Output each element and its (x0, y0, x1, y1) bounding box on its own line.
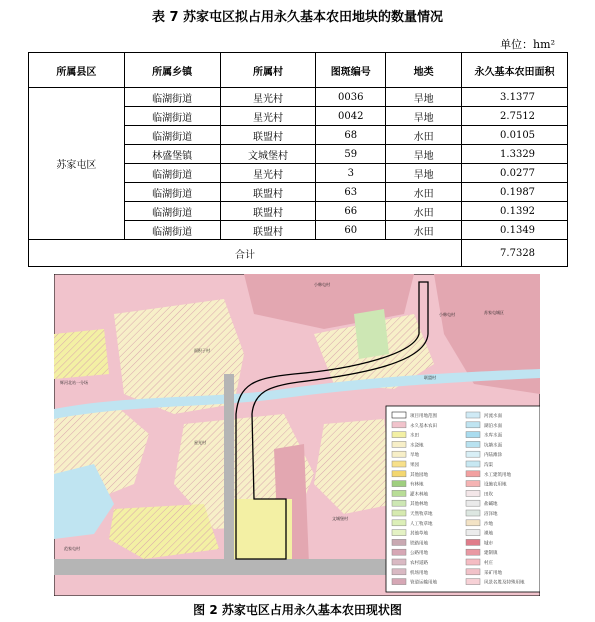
legend-label: 沟渠 (484, 463, 493, 468)
type-cell: 旱地 (386, 145, 462, 164)
legend-label: 其他园地 (410, 472, 428, 478)
legend-label: 人工牧草地 (410, 521, 433, 527)
village-cell: 联盟村 (220, 221, 316, 240)
legend-label: 公路用地 (410, 551, 428, 557)
legend-swatch (392, 412, 406, 418)
place-label: 星光村 (194, 440, 206, 445)
legend-swatch (392, 432, 406, 438)
legend-label: 采矿用地 (484, 570, 502, 576)
place-label: 苏家屯城区 (484, 310, 504, 315)
legend-swatch (392, 539, 406, 545)
legend-label: 旱地 (410, 453, 419, 459)
legend-label: 水田 (410, 433, 419, 439)
legend-label: 水库水面 (484, 433, 502, 439)
legend-label: 铁路用地 (410, 541, 428, 547)
id-cell: 59 (316, 145, 386, 164)
legend-label: 天然牧草地 (410, 512, 433, 517)
legend-swatch (392, 559, 406, 565)
legend-label: 水浇地 (410, 443, 424, 449)
header-cell: 永久基本农田面积 (462, 53, 568, 88)
id-cell: 0042 (316, 107, 386, 126)
table-row (29, 88, 568, 107)
id-cell: 63 (316, 183, 386, 202)
legend-label: 城市 (484, 541, 493, 547)
area-cell: 0.1349 (462, 221, 568, 240)
town-cell: 临湖街道 (124, 88, 220, 107)
legend-label: 永久基本农田 (410, 423, 437, 429)
village-cell: 星光村 (220, 107, 316, 126)
area-cell: 2.7512 (462, 107, 568, 126)
header-cell: 图斑编号 (316, 53, 386, 88)
legend-label: 内陆滩涂 (484, 453, 502, 459)
legend-swatch (392, 471, 406, 477)
legend-swatch (466, 559, 480, 565)
legend-swatch (392, 530, 406, 536)
place-label: 小韩屯村 (439, 312, 455, 317)
legend-swatch (466, 451, 480, 457)
legend-label: 湖泊水面 (484, 423, 502, 429)
legend-label: 项目用地范围 (410, 414, 437, 419)
farmland-table (28, 52, 568, 267)
total-row (29, 240, 568, 267)
type-cell: 水田 (386, 183, 462, 202)
land-use-map (54, 274, 540, 596)
legend-label: 设施农用地 (484, 482, 507, 488)
legend-label: 水工建筑用地 (484, 472, 511, 478)
area-cell: 0.1987 (462, 183, 568, 202)
type-cell: 水田 (386, 126, 462, 145)
legend-swatch (466, 579, 480, 585)
map-legend (386, 406, 540, 592)
id-cell: 68 (316, 126, 386, 145)
place-label: 辉河北站一分场 (60, 380, 88, 385)
district-cell: 苏家屯区 (29, 88, 125, 240)
id-cell: 66 (316, 202, 386, 221)
legend-swatch (466, 471, 480, 477)
village-cell: 联盟村 (220, 183, 316, 202)
legend-label: 坑塘水面 (484, 443, 502, 449)
legend-label: 田坎 (484, 492, 493, 498)
legend-label: 有林地 (410, 482, 424, 488)
type-cell: 水田 (386, 202, 462, 221)
legend-label: 机场用地 (410, 570, 428, 576)
legend-label: 其他草地 (410, 531, 428, 537)
legend-swatch (466, 432, 480, 438)
town-cell: 临湖街道 (124, 107, 220, 126)
legend-swatch (466, 549, 480, 555)
table-title: 表 7 苏家屯区拟占用永久基本农田地块的数量情况 (151, 10, 444, 25)
unit-label: 单位：hm² (500, 38, 555, 51)
town-cell: 临湖街道 (124, 183, 220, 202)
area-cell: 0.1392 (462, 202, 568, 221)
type-cell: 水田 (386, 221, 462, 240)
id-cell: 60 (316, 221, 386, 240)
town-cell: 临湖街道 (124, 164, 220, 183)
legend-swatch (392, 579, 406, 585)
legend-swatch (466, 422, 480, 428)
id-cell: 3 (316, 164, 386, 183)
legend-label: 风景名胜及特殊用地 (484, 580, 525, 586)
type-cell: 旱地 (386, 88, 462, 107)
legend-swatch (392, 549, 406, 555)
legend-swatch (466, 412, 480, 418)
town-cell: 林盛堡镇 (124, 145, 220, 164)
legend-swatch (466, 569, 480, 575)
rail-spur (224, 374, 234, 564)
area-cell: 0.0105 (462, 126, 568, 145)
town-cell: 临湖街道 (124, 126, 220, 145)
village-cell: 文城堡村 (220, 145, 316, 164)
id-cell: 0036 (316, 88, 386, 107)
legend-swatch (392, 481, 406, 487)
header-cell: 所属乡镇 (124, 53, 220, 88)
legend-swatch (466, 520, 480, 526)
village-cell: 联盟村 (220, 202, 316, 221)
map-caption: 图 2 苏家屯区占用永久基本农田现状图 (193, 603, 402, 617)
legend-label: 裸地 (484, 531, 493, 537)
legend-swatch (392, 520, 406, 526)
place-label: 面积子村 (194, 348, 210, 353)
legend-swatch (466, 530, 480, 536)
total-value: 7.7328 (462, 240, 568, 267)
legend-label: 果园 (410, 463, 419, 468)
place-label: 范家屯村 (64, 546, 80, 551)
legend-swatch (392, 500, 406, 506)
legend-swatch (466, 500, 480, 506)
area-cell: 3.1377 (462, 88, 568, 107)
legend-label: 其他林地 (410, 502, 428, 508)
forest-area (354, 309, 389, 359)
place-label: 小韩屯村 (314, 282, 330, 287)
place-label: 联盟村 (424, 375, 436, 380)
legend-label: 灌木林地 (410, 492, 428, 498)
legend-label: 建制镇 (484, 551, 498, 557)
legend-swatch (466, 510, 480, 516)
legend-label: 沼泽地 (484, 512, 498, 517)
legend-swatch (466, 481, 480, 487)
legend-swatch (392, 451, 406, 457)
village-cell: 联盟村 (220, 126, 316, 145)
type-cell: 旱地 (386, 164, 462, 183)
legend-swatch (392, 461, 406, 467)
header-cell: 地类 (386, 53, 462, 88)
legend-swatch (392, 422, 406, 428)
total-label: 合计 (29, 240, 462, 267)
legend-swatch (392, 490, 406, 496)
legend-swatch (392, 569, 406, 575)
paddy-block (234, 499, 292, 559)
area-cell: 1.3329 (462, 145, 568, 164)
legend-swatch (466, 490, 480, 496)
place-label: 文城堡村 (332, 516, 348, 521)
legend-swatch (466, 539, 480, 545)
legend-label: 农村道路 (410, 561, 428, 566)
legend-swatch (466, 461, 480, 467)
town-cell: 临湖街道 (124, 221, 220, 240)
area-cell: 0.0277 (462, 164, 568, 183)
legend-swatch (392, 510, 406, 516)
header-cell: 所属县区 (29, 53, 125, 88)
table-header-row (29, 53, 568, 88)
town-cell: 临湖街道 (124, 202, 220, 221)
header-cell: 所属村 (220, 53, 316, 88)
legend-label: 沙地 (484, 521, 493, 527)
legend-label: 盐碱地 (484, 502, 498, 508)
paddy-area (54, 329, 109, 379)
legend-label: 村庄 (484, 561, 493, 566)
legend-swatch (466, 441, 480, 447)
village-cell: 星光村 (220, 164, 316, 183)
type-cell: 旱地 (386, 107, 462, 126)
legend-label: 管道运输用地 (410, 580, 437, 586)
legend-label: 河流水面 (484, 414, 502, 419)
legend-swatch (392, 441, 406, 447)
village-cell: 星光村 (220, 88, 316, 107)
